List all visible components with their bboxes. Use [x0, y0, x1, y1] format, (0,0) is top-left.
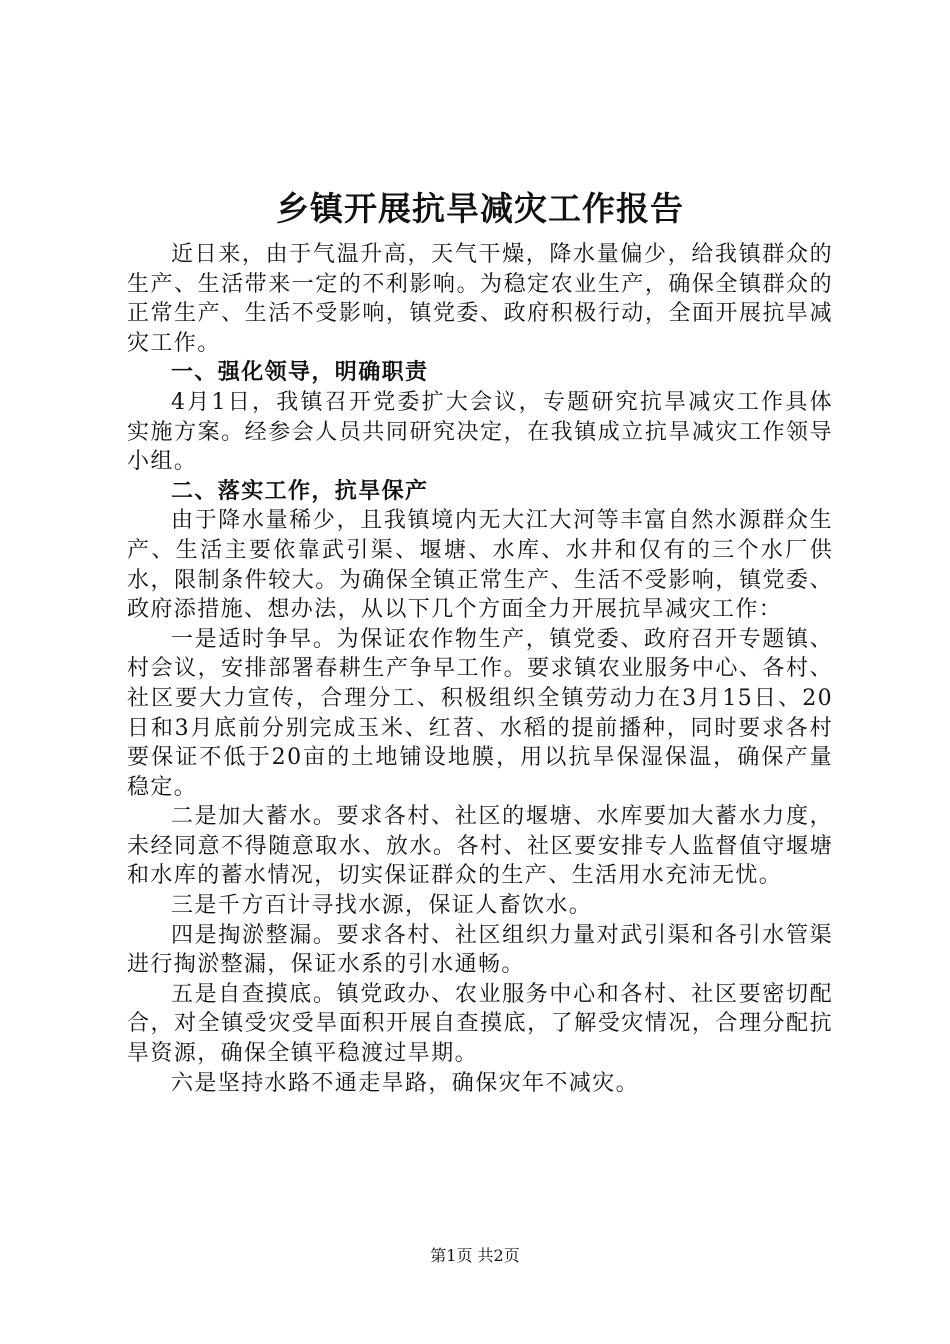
- section-heading-2: 二、落实工作，抗旱保产: [171, 477, 429, 504]
- section-1-paragraph: 4月1日，我镇召开党委扩大会议，专题研究抗旱减灾工作具体实施方案。经参会人员共同研究决定，在我镇成立抗旱减灾工作领导小组。: [127, 389, 833, 475]
- measure-2-paragraph: 二是加大蓄水。要求各村、社区的堰塘、水库要加大蓄水力度，未经同意不得随意取水、放水。各村、社区要安排专人监督值守堰塘和水库的蓄水情况，切实保证群众的生产、生活用水充沛无忧。: [127, 804, 833, 889]
- page-footer: 第1页 共2页: [430, 1246, 520, 1265]
- intro-paragraph: 近日来，由于气温升高，天气干燥，降水量偏少，给我镇群众的生产、生活带来一定的不利影响。为稳定农业生产，确保全镇群众的正常生产、生活不受影响，镇党委、政府积极行动，全面开展抗旱减灾工作。: [127, 242, 833, 356]
- measure-6-paragraph: 六是坚持水路不通走旱路，确保灾年不减灾。: [171, 1070, 640, 1096]
- measure-5-paragraph: 五是自查摸底。镇党政办、农业服务中心和各村、社区要密切配合，对全镇受灾受旱面积开展自查摸底，了解受灾情况，合理分配抗旱资源，确保全镇平稳渡过旱期。: [127, 981, 833, 1067]
- section-heading-1: 一、强化领导，明确职责: [171, 359, 429, 386]
- measure-1-paragraph: 一是适时争早。为保证农作物生产，镇党委、政府召开专题镇、村会议，安排部署春耕生产争早工作。要求镇农业服务中心、各村、社区要大力宣传，合理分工、积极组织全镇劳动力在3月15日、20日和3月底前分别完成玉米、红苕、水稻的提前播种，同时要求各村要保证不低于20亩的土地铺设地膜，用以抗旱保湿保温，确保产量稳定。: [127, 626, 833, 800]
- measure-3-paragraph: 三是千方百计寻找水源，保证人畜饮水。: [171, 893, 593, 919]
- document-page: [127, 182, 833, 1098]
- document-title: 乡镇开展抗旱减灾工作报告: [276, 189, 684, 228]
- measure-4-paragraph: 四是掏淤整漏。要求各村、社区组织力量对武引渠和各引水管渠进行掏淤整漏，保证水系的引水通畅。: [127, 922, 833, 978]
- section-2-paragraph: 由于降水量稀少，且我镇境内无大江大河等丰富自然水源群众生产、生活主要依靠武引渠、堰塘、水库、水井和仅有的三个水厂供水，限制条件较大。为确保全镇正常生产、生活不受影响，镇党委、政府添措施、想办法，从以下几个方面全力开展抗旱减灾工作：: [127, 508, 833, 623]
